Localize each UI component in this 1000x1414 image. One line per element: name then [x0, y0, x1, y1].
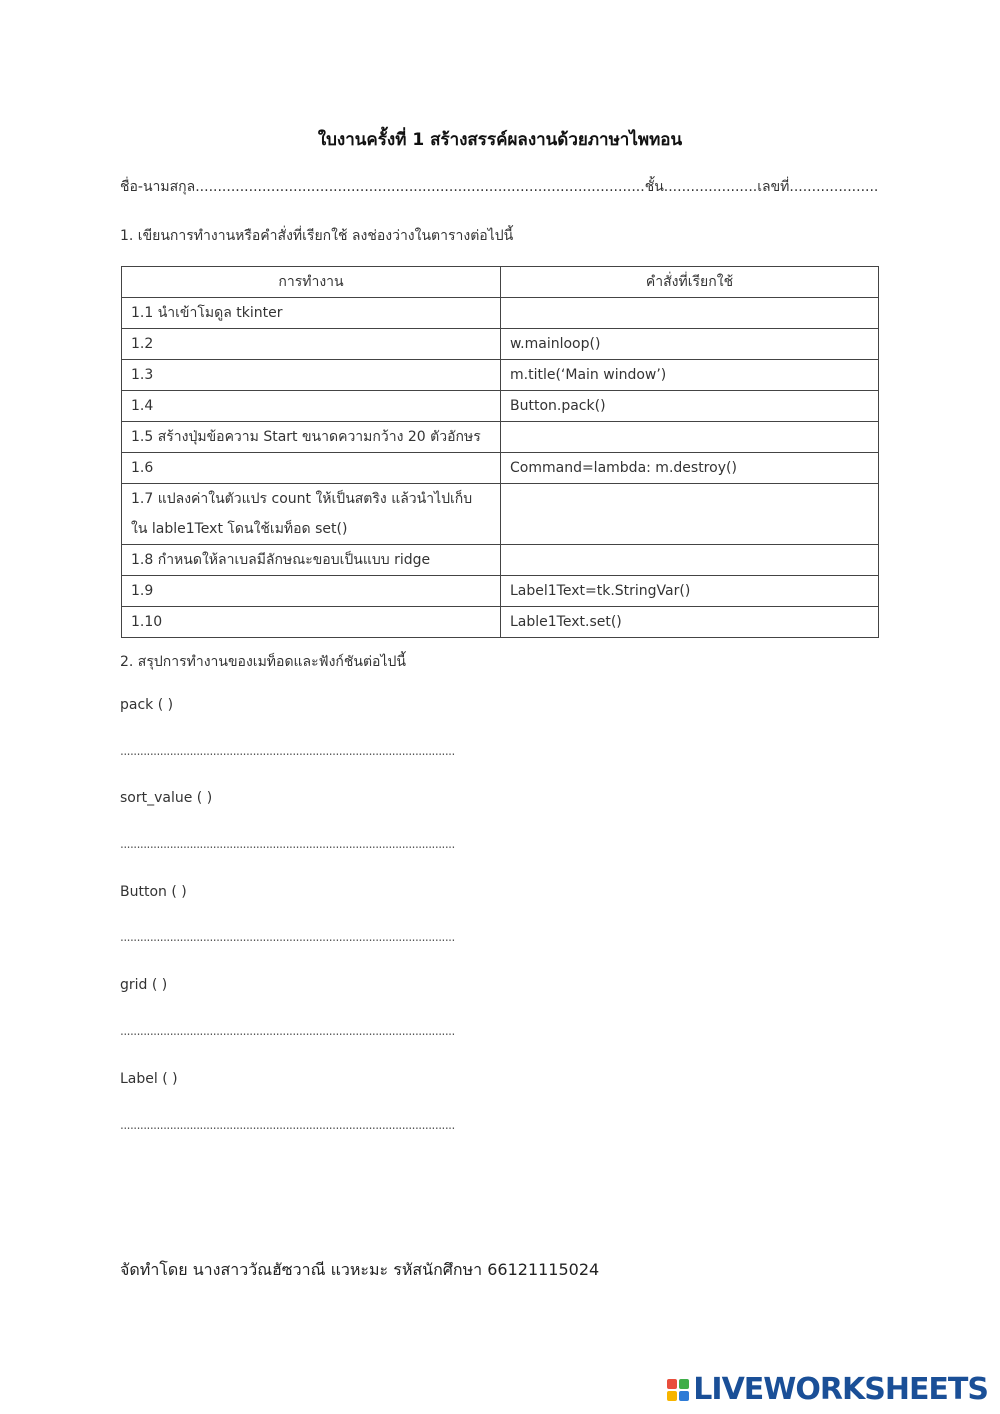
- commands-table: [121, 266, 879, 638]
- method-label-button: Button ( ): [120, 884, 187, 900]
- method-label-grid: grid ( ): [120, 977, 168, 993]
- table-header-row: [122, 267, 879, 298]
- task-cell-line-2: ใน lable1Text โดนใช้เมท็อด set(): [131, 521, 348, 537]
- command-cell: Label1Text=tk.StringVar(): [501, 576, 879, 607]
- task-cell[interactable]: 1.6: [122, 453, 501, 484]
- question-1-heading: 1. เขียนการทำงานหรือคำสั่งที่เรียกใช้ ลงช่องว่างในตารางต่อไปนี้: [120, 228, 514, 244]
- author-footer: จัดทำโดย นางสาววัณฮัซวาณี แวหะมะ รหัสนักศึกษา 66121115024: [120, 1260, 600, 1279]
- command-cell[interactable]: [501, 298, 879, 329]
- task-cell[interactable]: 1.2: [122, 329, 501, 360]
- task-cell: 1.1 นำเข้าโมดูล tkinter: [122, 298, 501, 329]
- command-cell[interactable]: [501, 484, 879, 545]
- command-cell: Command=lambda: m.destroy(): [501, 453, 879, 484]
- logo-square-blue: [679, 1391, 689, 1401]
- header-task: การทำงาน: [122, 267, 501, 298]
- command-cell: Lable1Text.set(): [501, 607, 879, 638]
- logo-square-green: [679, 1379, 689, 1389]
- command-cell: Button.pack(): [501, 391, 879, 422]
- logo-text: LIVEWORKSHEETS: [693, 1372, 988, 1407]
- task-cell[interactable]: 1.9: [122, 576, 501, 607]
- student-info-line: ชื่อ-นามสกุล.....................................................................................................ชั้น.....................เลขที่....................: [120, 179, 879, 195]
- task-cell: 1.5 สร้างปุ่มข้อความ Start ขนาดความกว้าง 20 ตัวอักษร: [122, 422, 501, 453]
- table-row: [122, 360, 879, 391]
- command-cell: w.mainloop(): [501, 329, 879, 360]
- command-cell[interactable]: [501, 545, 879, 576]
- answer-line-label[interactable]: .....................................................................................................: [120, 1118, 455, 1132]
- answer-line-pack[interactable]: .....................................................................................................: [120, 744, 455, 758]
- method-label-pack: pack ( ): [120, 697, 174, 713]
- table-row: [122, 484, 879, 545]
- command-cell: m.title(‘Main window’): [501, 360, 879, 391]
- table-row: [122, 545, 879, 576]
- table-row: [122, 453, 879, 484]
- logo-square-yellow: [667, 1391, 677, 1401]
- task-cell: [122, 484, 501, 545]
- table-row: [122, 422, 879, 453]
- worksheet-title: ใบงานครั้งที่ 1 สร้างสรรค์ผลงานด้วยภาษาไพทอน: [317, 130, 683, 150]
- task-cell[interactable]: 1.4: [122, 391, 501, 422]
- answer-line-sort-value[interactable]: .....................................................................................................: [120, 837, 455, 851]
- answer-line-grid[interactable]: .....................................................................................................: [120, 1024, 455, 1038]
- table-row: [122, 329, 879, 360]
- logo-square-red: [667, 1379, 677, 1389]
- table-row: [122, 576, 879, 607]
- command-cell[interactable]: [501, 422, 879, 453]
- task-cell: 1.8 กำหนดให้ลาเบลมีลักษณะขอบเป็นแบบ ridge: [122, 545, 501, 576]
- table-row: [122, 391, 879, 422]
- question-2-heading: 2. สรุปการทำงานของเมท็อดและฟังก์ชันต่อไปนี้: [120, 654, 406, 670]
- table-row: [122, 298, 879, 329]
- table-row: [122, 607, 879, 638]
- header-command: คำสั่งที่เรียกใช้: [501, 267, 879, 298]
- liveworksheets-logo: [667, 1372, 988, 1407]
- method-label-sort-value: sort_value ( ): [120, 790, 213, 806]
- task-cell[interactable]: 1.3: [122, 360, 501, 391]
- task-cell[interactable]: 1.10: [122, 607, 501, 638]
- task-cell-line-1: 1.7 แปลงค่าในตัวแปร count ให้เป็นสตริง แล้วนำไปเก็บ: [131, 491, 473, 507]
- answer-line-button[interactable]: .....................................................................................................: [120, 930, 455, 944]
- method-label-label: Label ( ): [120, 1071, 178, 1087]
- liveworksheets-icon: [667, 1379, 689, 1401]
